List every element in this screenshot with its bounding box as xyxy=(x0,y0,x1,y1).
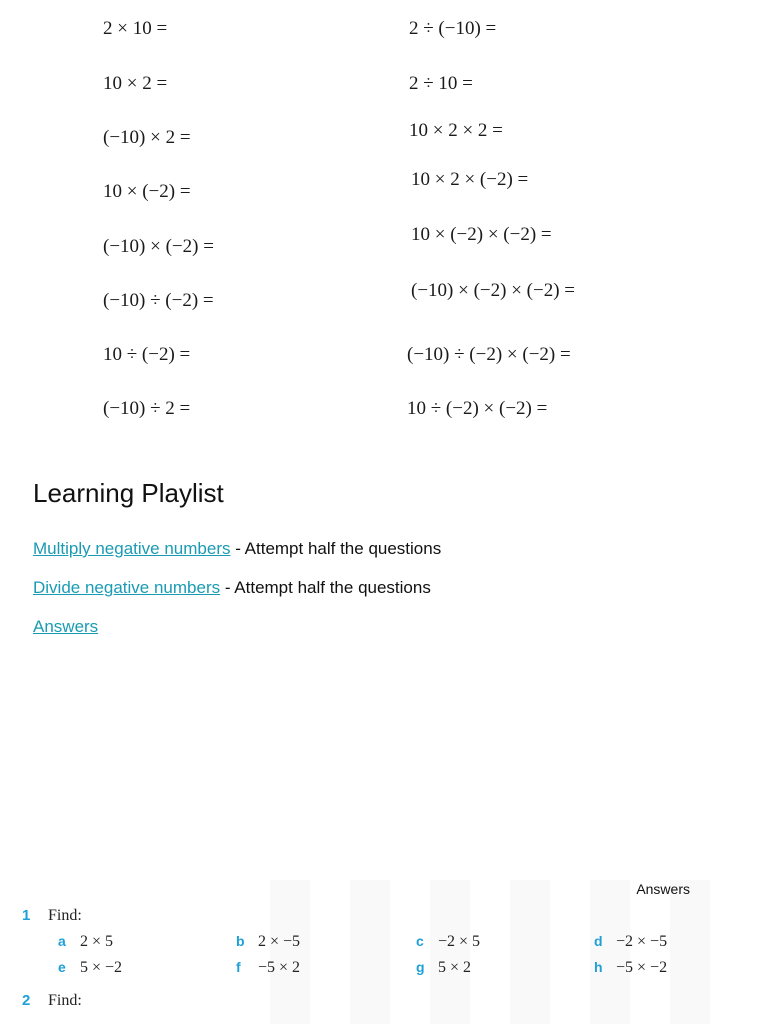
equation-left-4: 10 × (−2) = xyxy=(103,181,191,202)
part-expression: 5 × 2 xyxy=(438,959,472,976)
part-expression: −5 × −2 xyxy=(616,959,668,976)
question-2-number: 2 xyxy=(22,992,31,1009)
multiply-negative-numbers-link[interactable]: Multiply negative numbers xyxy=(33,539,231,558)
equation-right-6: (−10) × (−2) × (−2) = xyxy=(411,280,576,301)
equation-left-6: (−10) ÷ (−2) = xyxy=(103,290,214,311)
faded-watermark xyxy=(270,880,750,1024)
equation-left-7: 10 ÷ (−2) = xyxy=(103,344,191,365)
equation-left-5: (−10) × (−2) = xyxy=(103,236,214,257)
equation-left-8: (−10) ÷ 2 = xyxy=(103,398,191,419)
question-1-number: 1 xyxy=(22,907,31,924)
part-expression: −2 × 5 xyxy=(438,933,481,950)
equation-left-1: 2 × 10 = xyxy=(103,18,168,39)
part-expression: 5 × −2 xyxy=(80,959,123,976)
question-1-part-e xyxy=(58,959,122,977)
question-1-part-f xyxy=(236,959,300,977)
part-expression: 2 × 5 xyxy=(80,933,114,950)
question-1-prompt: Find: xyxy=(48,907,82,924)
equation-right-3: 10 × 2 × 2 = xyxy=(409,120,503,141)
part-letter: f xyxy=(236,959,241,975)
playlist-item-answers xyxy=(33,617,98,637)
part-letter: d xyxy=(594,933,603,949)
part-letter: a xyxy=(58,933,66,949)
equation-right-5: 10 × (−2) × (−2) = xyxy=(411,224,552,245)
playlist-heading: Learning Playlist xyxy=(33,478,224,508)
part-letter: c xyxy=(416,933,424,949)
question-1-part-a xyxy=(58,933,113,951)
question-2-prompt: Find: xyxy=(48,992,82,1009)
equation-left-2: 10 × 2 = xyxy=(103,73,168,94)
divide-negative-numbers-link[interactable]: Divide negative numbers xyxy=(33,578,221,597)
playlist-item-note: - Attempt half the questions xyxy=(220,578,431,597)
playlist-item-divide xyxy=(33,578,431,598)
part-letter: b xyxy=(236,933,245,949)
question-1-part-d xyxy=(594,933,667,951)
playlist-item-multiply xyxy=(33,539,441,559)
part-expression: −5 × 2 xyxy=(258,959,301,976)
part-letter: g xyxy=(416,959,425,975)
answers-link[interactable]: Answers xyxy=(33,617,99,636)
equation-left-3: (−10) × 2 = xyxy=(103,127,191,148)
equation-right-2: 2 ÷ 10 = xyxy=(409,73,473,94)
playlist-item-note: - Attempt half the questions xyxy=(230,539,442,558)
equation-right-1: 2 ÷ (−10) = xyxy=(409,18,497,39)
question-1-part-h xyxy=(594,959,667,977)
equation-right-4: 10 × 2 × (−2) = xyxy=(411,169,529,190)
part-letter: e xyxy=(58,959,66,975)
equation-right-8: 10 ÷ (−2) × (−2) = xyxy=(407,398,548,419)
answers-label: Answers xyxy=(636,881,690,897)
question-1-part-g xyxy=(416,959,471,977)
part-letter: h xyxy=(594,959,603,975)
question-1-part-c xyxy=(416,933,480,951)
question-1-part-b xyxy=(236,933,300,951)
equation-right-7: (−10) ÷ (−2) × (−2) = xyxy=(407,344,571,365)
part-expression: −2 × −5 xyxy=(616,933,668,950)
part-expression: 2 × −5 xyxy=(258,933,301,950)
